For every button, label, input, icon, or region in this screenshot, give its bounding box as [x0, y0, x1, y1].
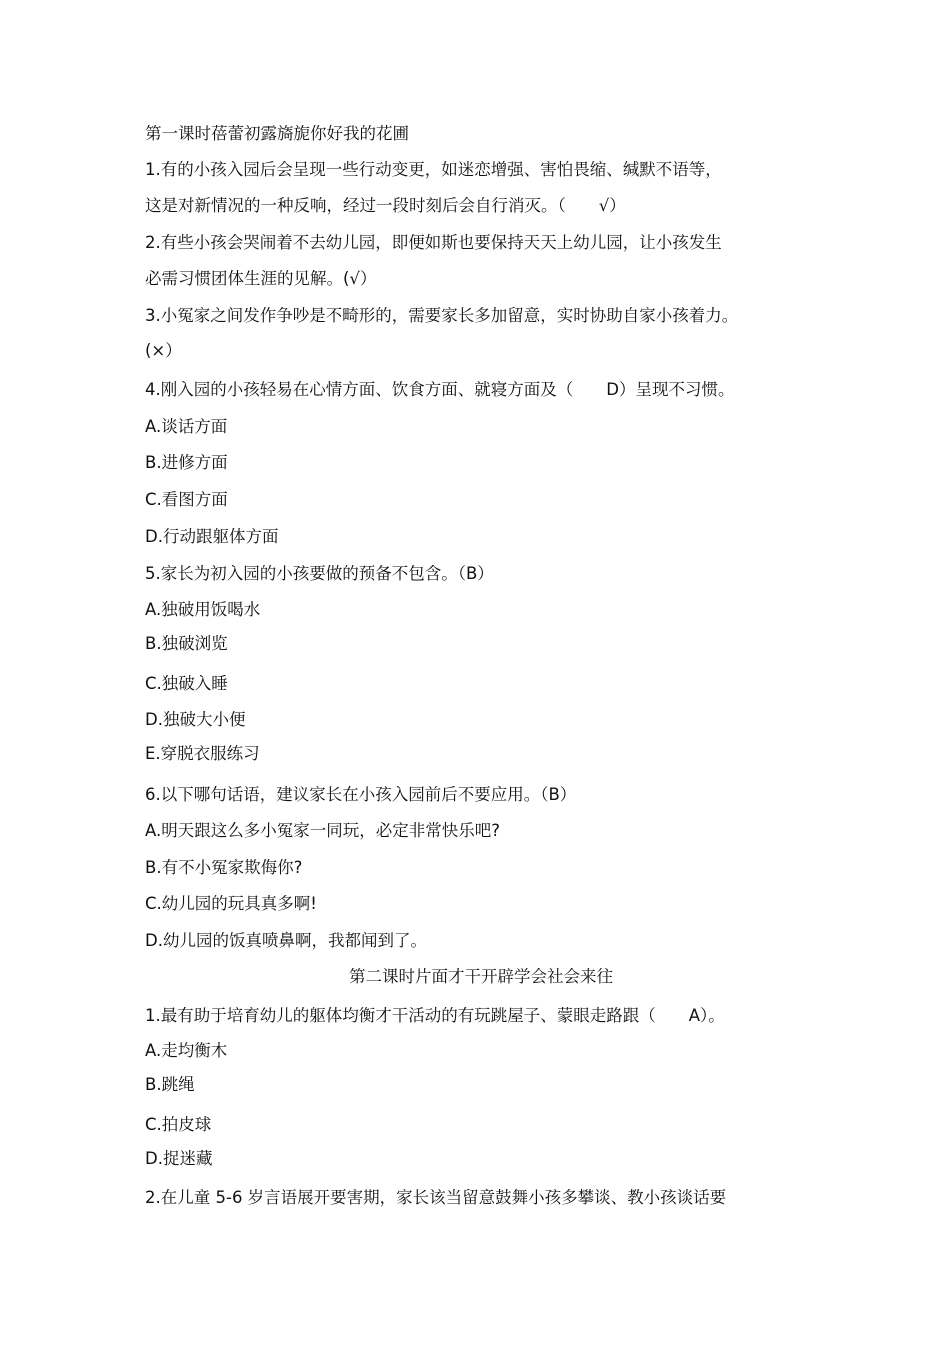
s1-q4-option-d: D.行动跟躯体方面 [145, 527, 279, 546]
s2-q1-option-d: D.捉迷藏 [145, 1149, 213, 1168]
s2-q1-option-a: A.走均衡木 [145, 1041, 228, 1060]
s2-q1-option-b: B.跳绳 [145, 1075, 195, 1094]
s1-q4-option-a: A.谈话方面 [145, 417, 228, 436]
s1-q6-option-d: D.幼儿园的饭真喷鼻啊，我都闻到了。 [145, 931, 427, 950]
s1-q3-line2: (×） [145, 341, 182, 360]
s1-q2-line1: 2.有些小孩会哭闹着不去幼儿园，即便如斯也要保持天天上幼儿园，让小孩发生 [145, 233, 722, 252]
s1-q4-option-b: B.进修方面 [145, 453, 228, 472]
s2-q1-stem: 1.最有助于培育幼儿的躯体均衡才干活动的有玩跳屋子、蒙眼走路跟（ A）。 [145, 1006, 725, 1025]
s1-q6-stem: 6.以下哪句话语，建议家长在小孩入园前后不要应用。（B） [145, 785, 577, 804]
s1-q6-option-c: C.幼儿园的玩具真多啊! [145, 894, 317, 913]
s2-q1-option-c: C.拍皮球 [145, 1115, 212, 1134]
s1-q5-option-a: A.独破用饭喝水 [145, 600, 261, 619]
s1-q5-option-e: E.穿脱衣服练习 [145, 744, 260, 763]
s1-q1-line2: 这是对新情况的一种反响，经过一段时刻后会自行消灭。（ √） [145, 196, 626, 215]
s1-q5-option-b: B.独破浏览 [145, 634, 228, 653]
s2-q2-line1: 2.在儿童 5-6 岁言语展开要害期，家长该当留意鼓舞小孩多攀谈、教小孩谈话要 [145, 1188, 727, 1207]
s1-q2-line2: 必需习惯团体生涯的见解。(√） [145, 269, 377, 288]
s1-q4-stem: 4.刚入园的小孩轻易在心情方面、饮食方面、就寝方面及（ D）呈现不习惯。 [145, 380, 735, 399]
s1-q6-option-a: A.明天跟这么多小冤家一同玩，必定非常快乐吧? [145, 821, 500, 840]
s1-q6-option-b: B.有不小冤家欺侮你? [145, 858, 303, 877]
s1-q3-line1: 3.小冤家之间发作争吵是不畸形的，需要家长多加留意，实时协助自家小孩着力。 [145, 306, 739, 325]
s1-q5-option-d: D.独破大小便 [145, 710, 246, 729]
s1-q5-stem: 5.家长为初入园的小孩要做的预备不包含。（B） [145, 564, 494, 583]
section1-title: 第一课时蓓蕾初露旖旎你好我的花圃 [145, 124, 409, 143]
s1-q4-option-c: C.看图方面 [145, 490, 228, 509]
s1-q1-line1: 1.有的小孩入园后会呈现一些行动变更，如迷恋增强、害怕畏缩、缄默不语等， [145, 160, 722, 179]
s1-q5-option-c: C.独破入睡 [145, 674, 228, 693]
section2-title: 第二课时片面才干开辟学会社会来往 [349, 967, 613, 986]
